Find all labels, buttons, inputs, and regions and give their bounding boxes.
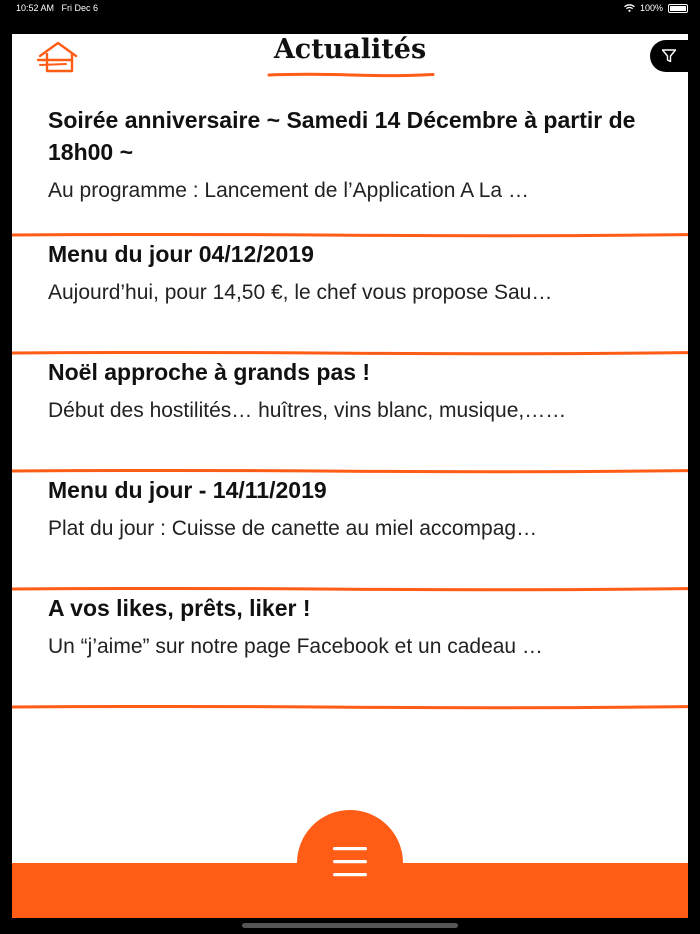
status-right — [624, 3, 688, 13]
news-item[interactable] — [12, 238, 688, 356]
hamburger-menu-icon — [331, 843, 369, 881]
news-title: Soirée anniversaire ~ Samedi 14 Décembre à partir de 18h00 ~ — [48, 107, 636, 165]
battery-icon — [668, 4, 688, 13]
home-indicator[interactable] — [242, 923, 458, 928]
news-description: Aujourd’hui, pour 14,50 €, le chef vous propose Sau… — [48, 281, 553, 304]
status-time — [16, 3, 98, 13]
status-time-clock: 10:52 AM — [16, 3, 55, 13]
news-separator — [12, 704, 688, 710]
news-description: Au programme : Lancement de l’Application A La … — [48, 179, 529, 202]
news-title: Menu du jour - 14/11/2019 — [48, 477, 327, 503]
app-screen — [12, 34, 688, 918]
news-title: Menu du jour 04/12/2019 — [48, 241, 314, 267]
news-list — [12, 104, 688, 710]
status-date: Fri Dec 6 — [61, 3, 99, 13]
battery-fill — [670, 6, 686, 11]
news-title: A vos likes, prêts, liker ! — [48, 595, 311, 621]
wifi-icon — [624, 4, 635, 12]
status-bar — [0, 0, 700, 34]
news-item[interactable] — [12, 104, 688, 238]
filter-button[interactable] — [650, 40, 688, 72]
news-description: Un “j’aime” sur notre page Facebook et un cadeau … — [48, 635, 543, 658]
news-description: Début des hostilités… huîtres, vins blanc, musique,…… — [48, 399, 567, 422]
menu-button[interactable] — [297, 810, 403, 916]
header — [12, 34, 688, 82]
page-title: Actualités — [273, 34, 427, 65]
news-item[interactable] — [12, 592, 688, 710]
news-item[interactable] — [12, 356, 688, 474]
filter-icon — [661, 48, 677, 64]
news-item[interactable] — [12, 474, 688, 592]
news-description: Plat du jour : Cuisse de canette au miel accompag… — [48, 517, 538, 540]
battery-percent: 100% — [639, 3, 663, 13]
title-underline — [267, 72, 435, 78]
news-title: Noël approche à grands pas ! — [48, 359, 371, 385]
